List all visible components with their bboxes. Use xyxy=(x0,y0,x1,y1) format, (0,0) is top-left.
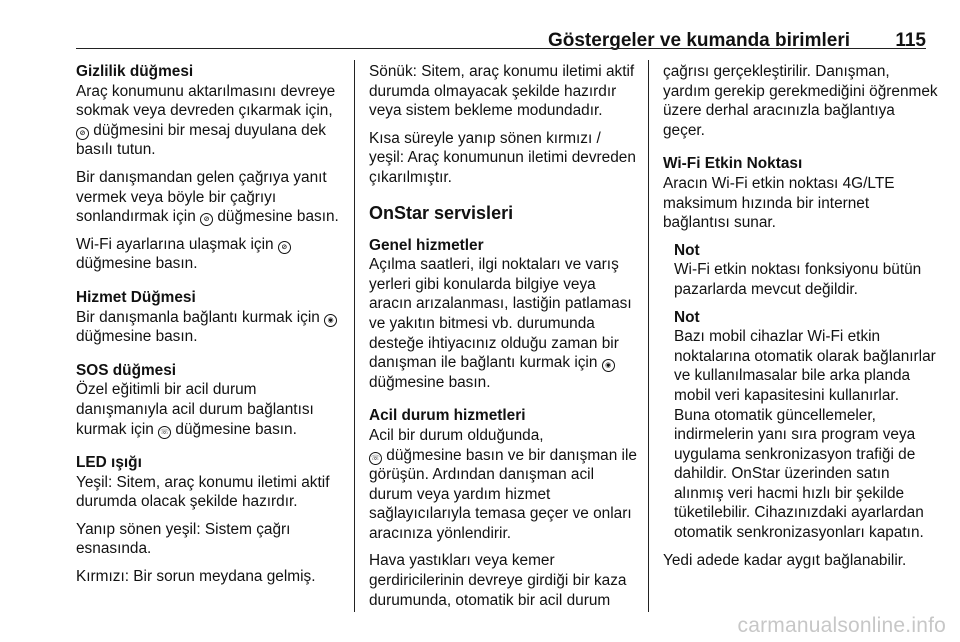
led-paragraph-2: Yanıp sönen yeşil: Sistem çağrı esnasında. xyxy=(76,520,291,558)
note-1 xyxy=(674,241,938,300)
sos-phone-icon: ☏ xyxy=(158,426,171,439)
note-2 xyxy=(674,308,938,543)
privacy-p1-start: Araç konumunu aktarılmasını devreye sokmak veya devreden çıkarmak için, xyxy=(76,82,336,120)
wifi-heading: Wi-Fi Etkin Noktası xyxy=(663,155,803,173)
service-paragraph xyxy=(76,308,346,347)
page-number: 115 xyxy=(895,30,926,51)
general-p1-end: düğmesine basın. xyxy=(369,373,491,391)
led-heading: LED ışığı xyxy=(76,454,142,472)
emergency-paragraph-2: Hava yastıkları veya kemer gerdiricilerinin devreye girdiği bir kaza durumunda, otomatik bir acil durum xyxy=(369,552,627,609)
note-1-heading: Not xyxy=(674,241,700,259)
privacy-p3-end: düğmesine basın. xyxy=(76,255,198,273)
led-section xyxy=(76,453,346,587)
column-1 xyxy=(76,62,346,601)
service-heading: Hizmet Düğmesi xyxy=(76,288,196,306)
service-p1-start: Bir danışmanla bağlantı kurmak için xyxy=(76,308,320,326)
header-rule xyxy=(76,48,926,49)
onstar-service-icon: ◉ xyxy=(324,314,337,327)
led-blink-paragraph: Kısa süreyle yanıp sönen kırmızı / yeşil: Araç konumunun iletimi devreden çıkarılmıştır. xyxy=(369,129,636,186)
emergency-p1-start: Acil bir durum olduğunda, xyxy=(369,426,544,444)
watermark: carmanualsonline.info xyxy=(737,614,946,637)
general-heading: Genel hizmetler xyxy=(369,236,484,254)
privacy-heading: Gizlilik düğmesi xyxy=(76,63,194,80)
column-2 xyxy=(369,62,639,624)
note-2-heading: Not xyxy=(674,308,700,326)
wifi-paragraph: Aracın Wi-Fi etkin noktası 4G/LTE maksimum hızında bir internet bağlantısı sunar. xyxy=(663,174,895,232)
privacy-section xyxy=(76,62,346,274)
privacy-p3-start: Wi-Fi ayarlarına ulaşmak için xyxy=(76,235,274,253)
emergency-services-section xyxy=(369,406,639,610)
privacy-button-icon: ⊘ xyxy=(200,213,213,226)
emergency-continued-paragraph: çağrısı gerçekleştirilir. Danışman, yardım gerekip gerekmediğini öğrenmek üzere derhal aracınızla bağlantıya geçer. xyxy=(663,63,938,139)
sos-section xyxy=(76,361,346,439)
privacy-button-icon: ⊘ xyxy=(76,127,89,140)
privacy-paragraph-3 xyxy=(76,235,346,274)
sos-paragraph xyxy=(76,380,346,439)
led-paragraph-3: Kırmızı: Bir sorun meydana gelmiş. xyxy=(76,568,316,586)
privacy-p2-start: Bir danışmandan gelen çağrıya yanıt vermek veya böyle bir çağrıyı sonlandırmak için xyxy=(76,168,327,226)
privacy-p1-end: düğmesini bir mesaj duyulana dek basılı tutun. xyxy=(76,121,326,159)
general-p1-start: Açılma saatleri, ilgi noktaları ve varış yerleri gibi konularda bilgiye veya aracın arızalanması, lastiğin patlaması ve yakıtın bitmesi vb. durumunda desteğe ihtiyacınız olduğu zaman bir danışman ile bağlantı kurmak için xyxy=(369,256,632,372)
note-1-text: Wi-Fi etkin noktası fonksiyonu bütün pazarlarda mevcut değildir. xyxy=(674,261,922,298)
page-header xyxy=(76,30,926,54)
service-section xyxy=(76,288,346,347)
page-title: Göstergeler ve kumanda birimleri xyxy=(547,30,850,51)
column-divider-1 xyxy=(354,60,355,612)
column-divider-2 xyxy=(648,60,649,612)
sos-p1-end: düğmesine basın. xyxy=(175,420,297,438)
general-paragraph xyxy=(369,255,639,392)
emergency-paragraph-1 xyxy=(369,426,639,544)
privacy-paragraph-1 xyxy=(76,82,346,160)
service-p1-end: düğmesine basın. xyxy=(76,328,198,346)
device-limit-paragraph: Yedi adede kadar aygıt bağlanabilir. xyxy=(663,551,907,569)
sos-phone-icon: ☏ xyxy=(369,452,382,465)
privacy-button-icon: ⊘ xyxy=(278,241,291,254)
led-off-paragraph: Sönük: Sitem, araç konumu iletimi aktif durumda olmayacak şekilde hazırdır veya sistem bekleme modundadır. xyxy=(369,63,635,120)
sos-p1-start: Özel eğitimli bir acil durum danışmanıyla acil durum bağlantısı kurmak için xyxy=(76,381,314,438)
led-paragraph-1: Yeşil: Sitem, araç konumu iletimi aktif durumda olacak şekilde hazırdır. xyxy=(76,473,330,511)
note-2-text: Bazı mobil cihazlar Wi-Fi etkin noktalarına otomatik olarak bağlanırlar ve kullanılmasalar bile arka planda mobil veri kapasitesini kullanırlar. Buna otomatik güncellemeler, indirmelerin yanı sıra program veya uygulama senkronizasyon trafiği de dahildir. OnStar üzerinden satın alınmış veri hacmi hızlı bir şekilde tüketilebilir. Cihazınızdaki ayarlardan otomatik senkronizasyonları kapatın. xyxy=(674,328,936,542)
emergency-heading: Acil durum hizmetleri xyxy=(369,407,526,425)
privacy-p2-end: düğmesine basın. xyxy=(217,208,339,226)
emergency-p1-end: düğmesine basın ve bir danışman ile görüşün. Ardından danışman acil durum veya yardım hizmet sağlayıcılarıyla temasa geçer ve onları aracınıza yönlendirir. xyxy=(369,446,637,542)
general-services-section xyxy=(369,236,639,393)
sos-heading: SOS düğmesi xyxy=(76,361,177,379)
column-3 xyxy=(663,62,938,578)
onstar-service-icon: ◉ xyxy=(602,359,615,372)
onstar-section-heading: OnStar servisleri xyxy=(369,202,514,223)
privacy-paragraph-2 xyxy=(76,168,346,227)
